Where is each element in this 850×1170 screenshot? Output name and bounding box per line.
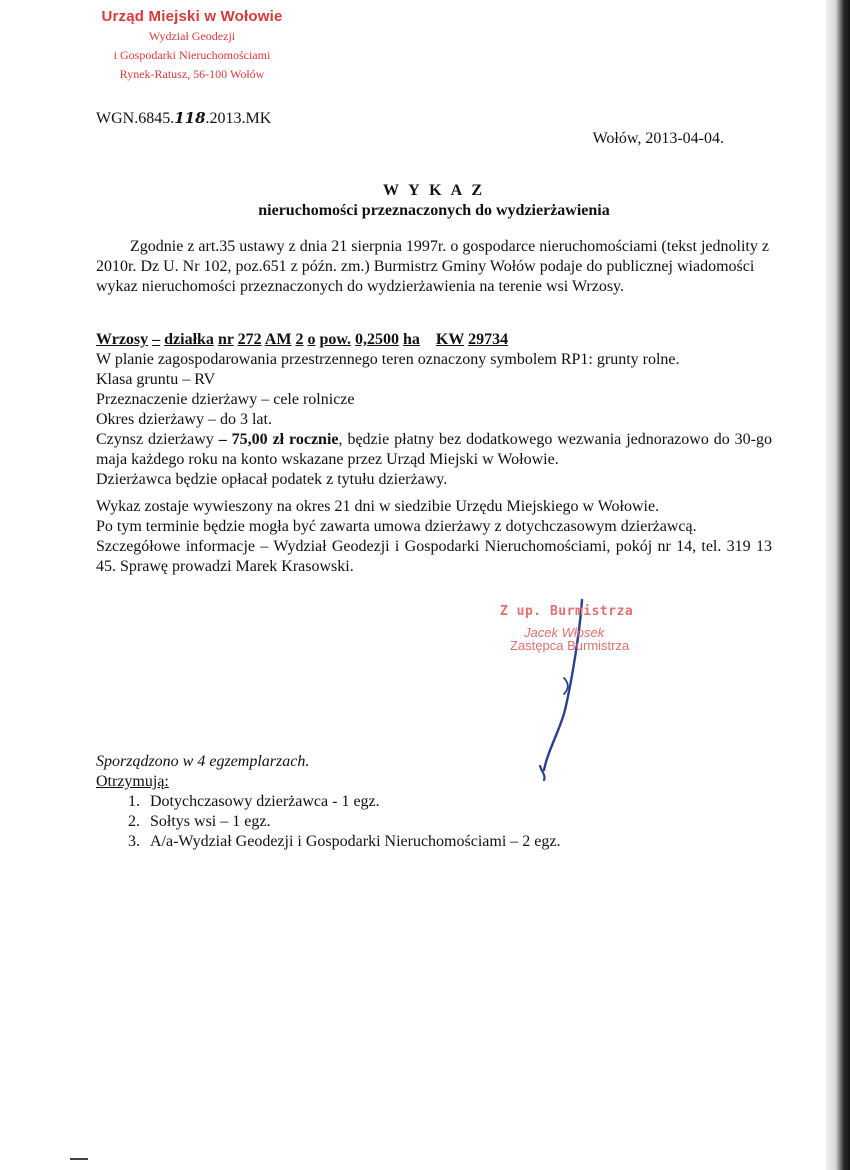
area-value: 0,2500 bbox=[355, 331, 400, 348]
rent-prefix: Czynsz dzierżawy bbox=[96, 431, 214, 448]
reference-suffix: .2013.MK bbox=[205, 110, 272, 127]
am-label: AM bbox=[264, 331, 292, 348]
recipients-list bbox=[96, 792, 772, 852]
notice-line-3: Szczegółowe informacje – Wydział Geodezji i Gospodarki Nieruchomościami, pokój nr 14, tel. 319 13 45. Sprawę prowadzi Marek Krasowski. bbox=[96, 538, 772, 575]
document-title: W Y K A Z bbox=[383, 182, 485, 199]
headline-dash: – bbox=[152, 331, 161, 348]
tax-line: Dzierżawca będzie opłacał podatek z tytułu dzierżawy. bbox=[96, 471, 448, 488]
plot-number: 272 bbox=[237, 331, 262, 348]
stamp-signer-name: Jacek Włosek bbox=[524, 625, 605, 640]
office-address: Rynek-Ratusz, 56-100 Wołów bbox=[119, 67, 265, 81]
nr-label: nr bbox=[217, 331, 234, 348]
property-headline bbox=[96, 330, 772, 350]
recipients-label: Otrzymują: bbox=[96, 773, 169, 790]
stamp-signer-title: Zastępca Burmistrza bbox=[510, 638, 630, 653]
list-item: 3. A/a-Wydział Geodezji i Gospodarki Nieruchomościami – 2 egz. bbox=[144, 832, 772, 852]
notice-line-2: Po tym terminie będzie mogła być zawarta umowa dzierżawy z dotychczasowym dzierżawcą. bbox=[96, 518, 697, 535]
distribution-footer bbox=[96, 752, 772, 852]
stamp-authorization: Z up. Burmistrza bbox=[500, 604, 634, 619]
office-name: Urząd Miejski w Wołowie bbox=[101, 8, 283, 25]
scan-edge bbox=[826, 0, 850, 1170]
department-line-1: Wydział Geodezji bbox=[148, 29, 236, 43]
reference-number bbox=[96, 109, 271, 128]
am-number: 2 bbox=[295, 331, 304, 348]
o-label: o bbox=[307, 331, 316, 348]
area-label: pow. bbox=[319, 331, 352, 348]
notice-section bbox=[96, 497, 772, 577]
list-item: 1. Dotychczasowy dzierżawca - 1 egz. bbox=[144, 792, 772, 812]
area-unit: ha bbox=[403, 331, 420, 348]
signature-stamp bbox=[500, 604, 660, 653]
soil-class-line: Klasa gruntu – RV bbox=[96, 371, 216, 388]
intro-paragraph bbox=[96, 237, 772, 297]
rent-value: 75,00 zł rocznie bbox=[231, 431, 339, 448]
rent-dash: – bbox=[218, 431, 227, 448]
rent-suffix: , będzie płatny bez dodatkowego wezwania jednorazowo do 30-go maja każdego roku na konto wskazane przez Urząd Miejski w Wołowie. bbox=[96, 431, 773, 468]
reference-prefix: WGN.6845. bbox=[96, 110, 175, 127]
intro-text: Zgodnie z art.35 ustawy z dnia 21 sierpnia 1997r. o gospodarce nieruchomościami (tekst jednolity z 2010r. Dz U. Nr 102, poz.651 z późn. zm.) Burmistrz Gminy Wołów podaje do publicznej wiadomości wykaz nieruchomości przeznaczonych do wydzierżawienia na terenie wsi Wrzosy. bbox=[96, 238, 769, 295]
document-subtitle: nieruchomości przeznaczonych do wydzierżawienia bbox=[258, 202, 610, 219]
office-stamp bbox=[92, 8, 292, 84]
rent-line bbox=[96, 430, 772, 470]
kw-number: 29734 bbox=[468, 331, 509, 348]
zoning-line: W planie zagospodarowania przestrzennego teren oznaczony symbolem RP1: grunty rolne. bbox=[96, 351, 680, 368]
handwritten-number: 118 bbox=[174, 109, 206, 127]
purpose-line: Przeznaczenie dzierżawy – cele rolnicze bbox=[96, 391, 355, 408]
property-description bbox=[96, 330, 772, 490]
list-item: 2. Sołtys wsi – 1 egz. bbox=[144, 812, 772, 832]
department-line-2: i Gospodarki Nieruchomościami bbox=[113, 48, 271, 62]
copies-note: Sporządzono w 4 egzemplarzach. bbox=[96, 753, 310, 770]
kw-label: KW bbox=[435, 331, 465, 348]
village-name: Wrzosy bbox=[96, 331, 149, 348]
plot-label: działka bbox=[164, 331, 214, 348]
scan-mark bbox=[70, 1158, 88, 1160]
notice-line-1: Wykaz zostaje wywieszony na okres 21 dni w siedzibie Urzędu Miejskiego w Wołowie. bbox=[96, 498, 660, 515]
document-date: Wołów, 2013-04-04. bbox=[592, 130, 724, 147]
period-line: Okres dzierżawy – do 3 lat. bbox=[96, 411, 272, 428]
